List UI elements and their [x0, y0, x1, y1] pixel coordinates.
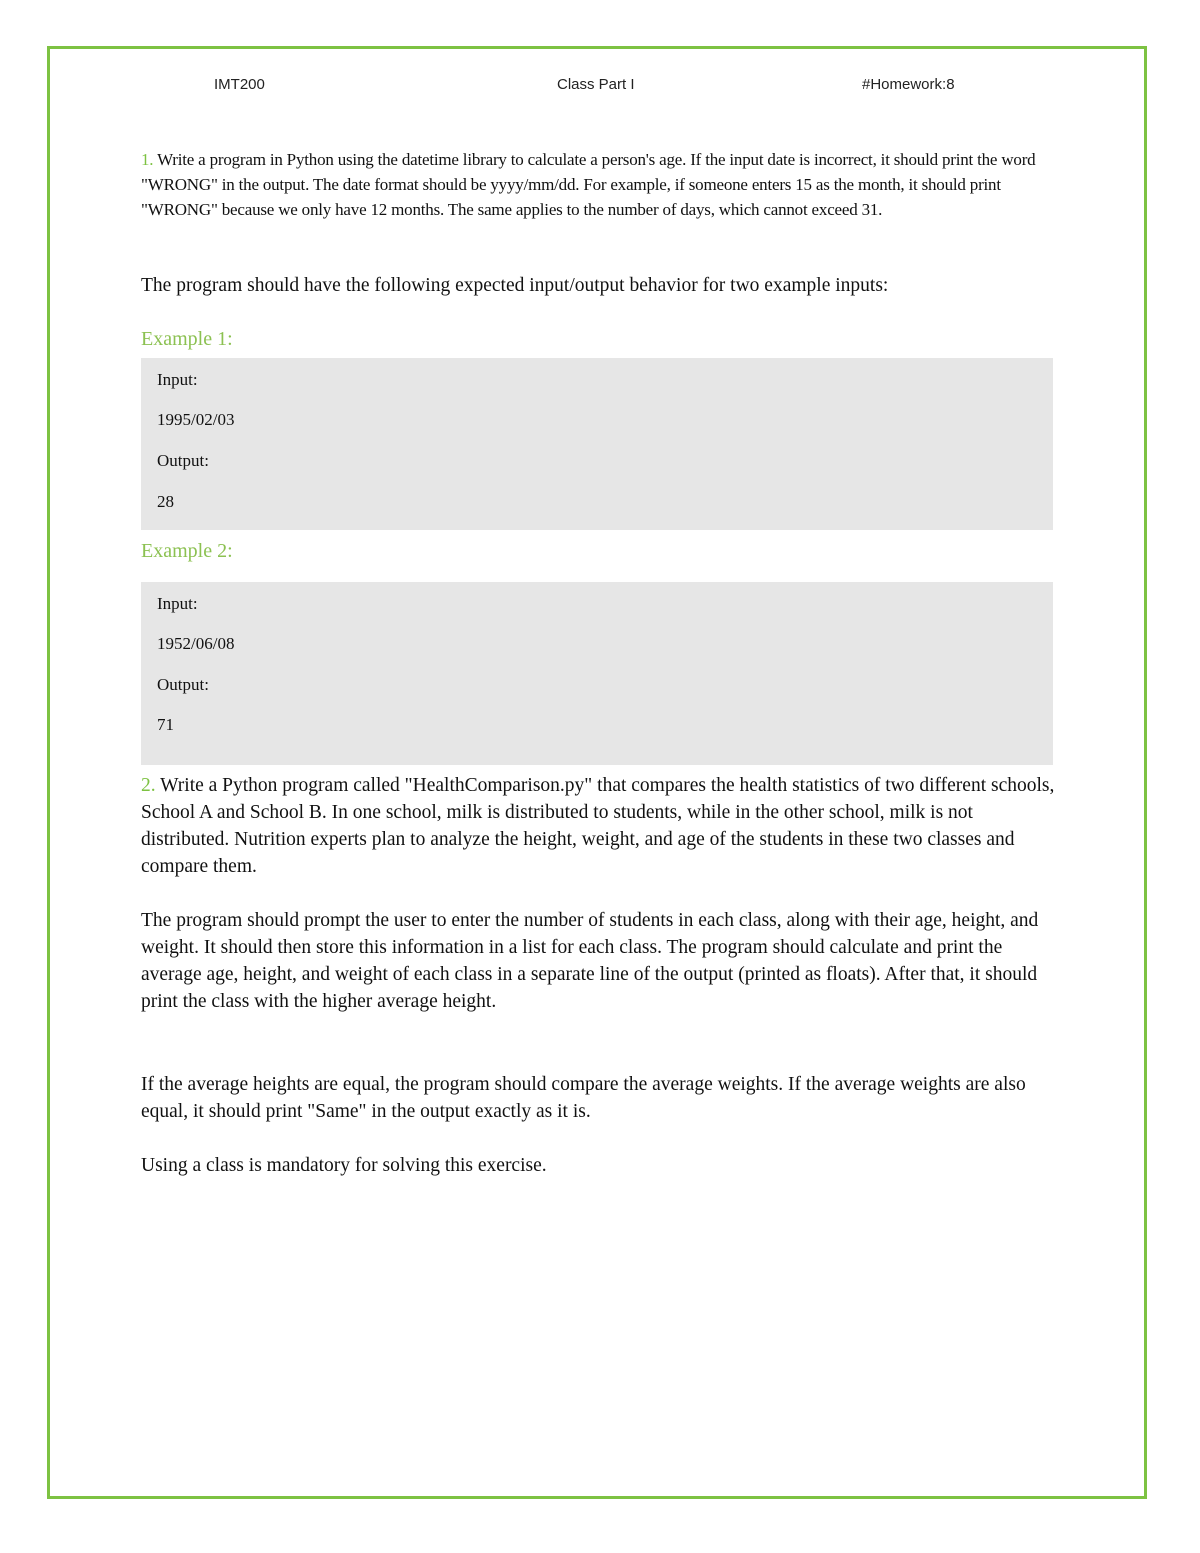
example-2-label: Example 2:: [141, 540, 233, 562]
question-2-paragraph-2: The program should prompt the user to enter the number of students in each class, along with their age, height, and weight. It should then store this information in a list for each class. The program should calculate and print the average age, height, and weight of each class in a separate line of the output (printed as floats). After that, it should print the class with the higher average height.: [141, 910, 1039, 1012]
example-1-input: 1995/02/03: [157, 410, 235, 429]
example-2-output: 71: [157, 715, 174, 734]
question-2-number: 2.: [141, 775, 156, 796]
example-2-box: [141, 582, 1053, 765]
question-1-number: 1.: [141, 150, 154, 169]
page-header: [0, 76, 1200, 98]
question-2-paragraph-3-block: [141, 1071, 1056, 1125]
question-2-paragraph-2-block: [141, 907, 1056, 1015]
io-intro-text: The program should have the following expected input/output behavior for two example inputs:: [141, 275, 889, 296]
example-2-output-label: Output:: [157, 675, 209, 694]
header-course: IMT200: [214, 76, 265, 93]
example-1-label: Example 1:: [141, 328, 233, 350]
question-2: [141, 772, 1056, 880]
question-1-io-intro: [141, 273, 1056, 299]
example-2-input-label: Input:: [157, 594, 198, 613]
question-2-paragraph-3: If the average heights are equal, the program should compare the average weights. If the average weights are also equal, it should print "Same" in the output exactly as it is.: [141, 1074, 1026, 1122]
example-1-output: 28: [157, 492, 174, 511]
example-1-output-label: Output:: [157, 451, 209, 470]
question-2-paragraph-4: Using a class is mandatory for solving this exercise.: [141, 1155, 547, 1176]
question-2-paragraph-4-block: [141, 1152, 1056, 1179]
question-2-paragraph-1: Write a Python program called "HealthComparison.py" that compares the health statistics of two different schools, School A and School B. In one school, milk is distributed to students, while in the other school, milk is not distributed. Nutrition experts plan to analyze the height, weight, and age of the students in these two classes and compare them.: [141, 775, 1055, 877]
example-2-input: 1952/06/08: [157, 634, 235, 653]
header-title: Class Part I: [557, 76, 635, 93]
header-homework: #Homework:8: [862, 76, 955, 93]
question-1-text: Write a program in Python using the datetime library to calculate a person's age. If the input date is incorrect, it should print the word "WRONG" in the output. The date format should be yyyy/mm/dd. For example, if someone enters 15 as the month, it should print "WRONG" because we only have 12 months. The same applies to the number of days, which cannot exceed 31.: [141, 150, 1036, 219]
example-1-input-label: Input:: [157, 370, 198, 389]
question-1: [141, 147, 1056, 222]
example-1-box: [141, 358, 1053, 530]
